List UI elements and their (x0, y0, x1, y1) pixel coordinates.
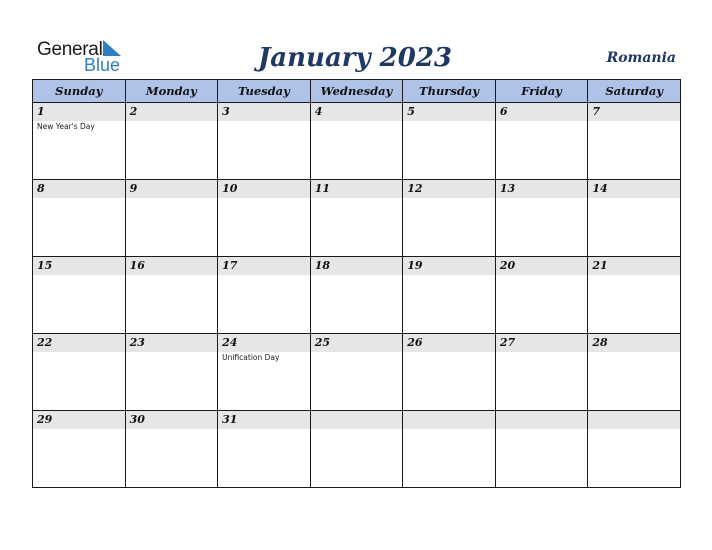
day-cell (588, 180, 681, 257)
day-number: 23 (126, 334, 218, 352)
day-number: 15 (33, 257, 125, 275)
day-number: 5 (403, 103, 495, 121)
day-cell (403, 257, 496, 334)
day-number: 28 (588, 334, 680, 352)
logo-word-blue: Blue (84, 55, 121, 75)
empty-day-cell (403, 411, 496, 488)
day-number: 26 (403, 334, 495, 352)
day-number: 8 (33, 180, 125, 198)
weekday-header-row (33, 80, 681, 103)
day-cell (403, 103, 496, 180)
week-row (33, 103, 681, 180)
generalblue-logo (37, 38, 127, 74)
day-cell (218, 334, 311, 411)
week-row (33, 411, 681, 488)
empty-day-cell (588, 411, 681, 488)
day-cell (33, 180, 126, 257)
week-row (33, 180, 681, 257)
day-number: 14 (588, 180, 680, 198)
day-cell (588, 103, 681, 180)
day-cell (125, 334, 218, 411)
day-cell (495, 103, 588, 180)
day-cell (403, 334, 496, 411)
empty-day-cell (310, 411, 403, 488)
week-row (33, 334, 681, 411)
week-row (33, 257, 681, 334)
weekday-saturday: Saturday (588, 80, 681, 103)
weekday-sunday: Sunday (33, 80, 126, 103)
day-number: 29 (33, 411, 125, 429)
day-number: 9 (126, 180, 218, 198)
weekday-thursday: Thursday (403, 80, 496, 103)
day-number: 21 (588, 257, 680, 275)
day-number: 11 (311, 180, 403, 198)
day-cell (218, 257, 311, 334)
day-cell (125, 257, 218, 334)
day-number: 16 (126, 257, 218, 275)
day-number: 10 (218, 180, 310, 198)
day-number (403, 411, 495, 429)
calendar-title: January 2023 (257, 43, 453, 73)
day-cell (310, 334, 403, 411)
day-number: 18 (311, 257, 403, 275)
day-cell (218, 411, 311, 488)
day-cell (125, 103, 218, 180)
day-cell (310, 257, 403, 334)
weekday-friday: Friday (495, 80, 588, 103)
day-cell (588, 334, 681, 411)
month-calendar-grid (32, 79, 681, 488)
weekday-tuesday: Tuesday (218, 80, 311, 103)
empty-day-cell (495, 411, 588, 488)
day-number (496, 411, 588, 429)
day-cell (33, 411, 126, 488)
day-cell (495, 334, 588, 411)
day-cell (33, 103, 126, 180)
weekday-wednesday: Wednesday (310, 80, 403, 103)
day-cell (495, 257, 588, 334)
day-number: 20 (496, 257, 588, 275)
day-cell (218, 103, 311, 180)
day-number: 1 (33, 103, 125, 121)
day-number: 3 (218, 103, 310, 121)
day-cell (125, 411, 218, 488)
holiday-label: New Year's Day (37, 122, 95, 131)
day-number: 22 (33, 334, 125, 352)
day-cell (310, 103, 403, 180)
day-number (311, 411, 403, 429)
day-number: 30 (126, 411, 218, 429)
day-number: 6 (496, 103, 588, 121)
day-number: 25 (311, 334, 403, 352)
day-cell (495, 180, 588, 257)
day-number: 19 (403, 257, 495, 275)
day-number: 4 (311, 103, 403, 121)
calendar-body (33, 103, 681, 488)
day-cell (403, 180, 496, 257)
day-number (588, 411, 680, 429)
day-number: 17 (218, 257, 310, 275)
holiday-label: Unification Day (222, 353, 280, 362)
day-cell (33, 334, 126, 411)
day-number: 2 (126, 103, 218, 121)
day-number: 24 (218, 334, 310, 352)
day-number: 31 (218, 411, 310, 429)
day-number: 7 (588, 103, 680, 121)
day-cell (125, 180, 218, 257)
day-cell (310, 180, 403, 257)
day-number: 12 (403, 180, 495, 198)
logo-flag-icon (99, 40, 121, 56)
day-cell (33, 257, 126, 334)
day-number: 13 (496, 180, 588, 198)
day-number: 27 (496, 334, 588, 352)
day-cell (218, 180, 311, 257)
day-cell (588, 257, 681, 334)
logo-word-general: General (37, 39, 103, 60)
country-name: Romania (606, 50, 676, 66)
weekday-monday: Monday (125, 80, 218, 103)
